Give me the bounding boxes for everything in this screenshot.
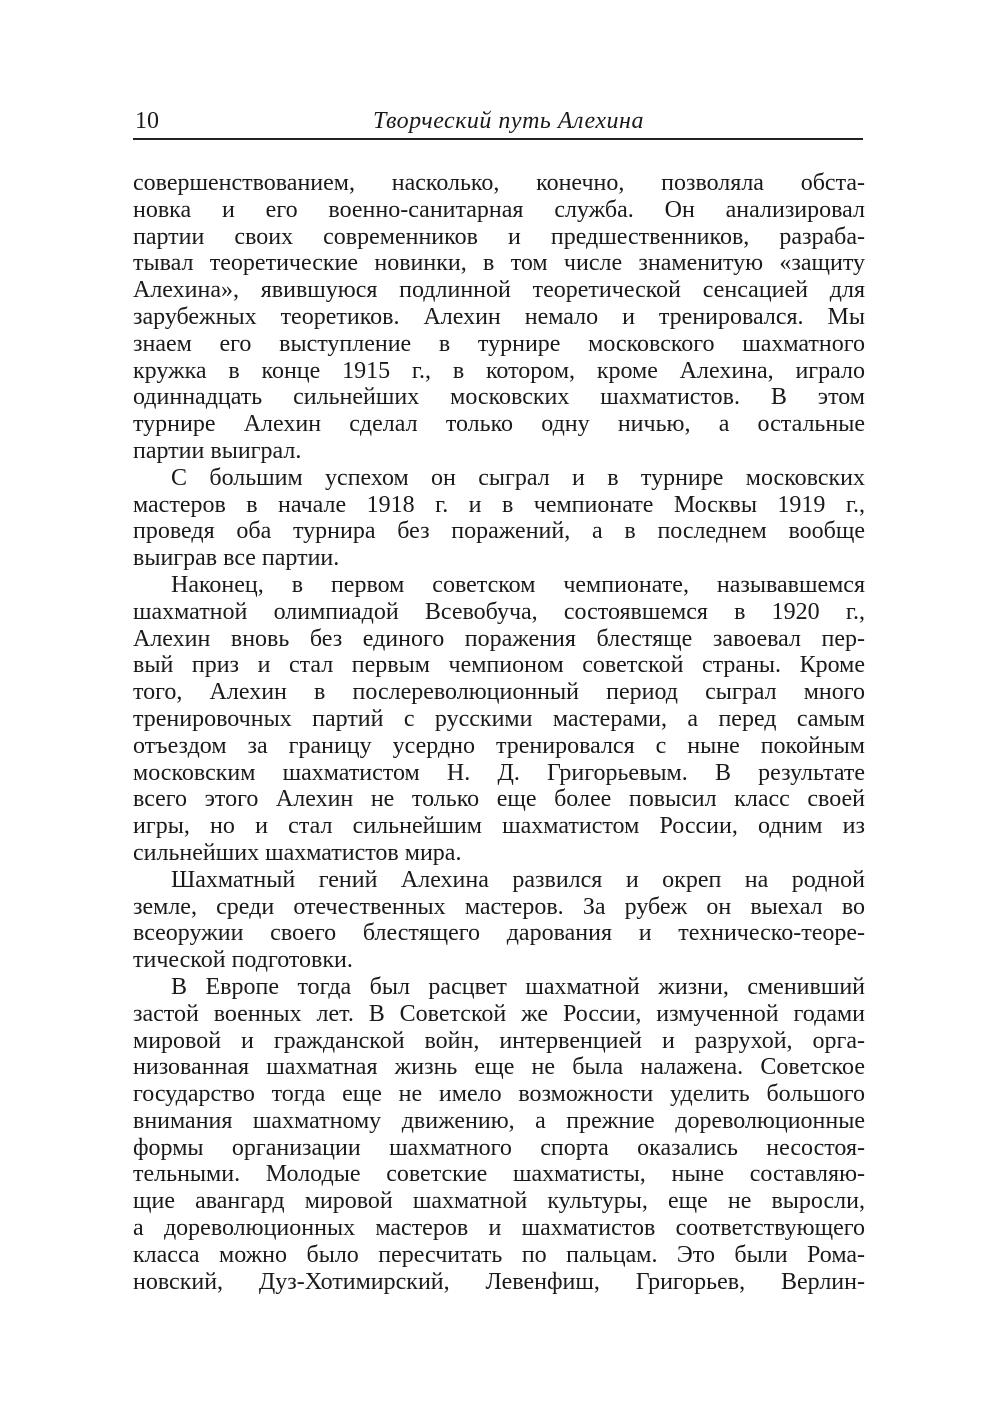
text-line: Алехин вновь без единого поражения блестяще завоевал пер- — [133, 625, 865, 652]
paragraph — [133, 867, 865, 974]
paragraph — [133, 974, 865, 1296]
text-line: всеоружии своего блестящего дарования и техническо-теоре- — [133, 920, 865, 947]
text-line: знаем его выступление в турнире московского шахматного — [133, 330, 865, 357]
text-line: тренировочных партий с русскими мастерами, а перед самым — [133, 705, 865, 732]
text-line: вый приз и стал первым чемпионом советской страны. Кроме — [133, 652, 865, 679]
text-line: партии своих современников и предшественников, разраба- — [133, 223, 865, 250]
text-line: всего этого Алехин не только еще более повысил класс своей — [133, 786, 865, 813]
text-line: государство тогда еще не имело возможности уделить большого — [133, 1081, 865, 1108]
text-line: новский, Дуз-Хотимирский, Левенфиш, Григорьев, Верлин- — [133, 1268, 865, 1295]
text-line: класса можно было пересчитать по пальцам. Это были Рома- — [133, 1241, 865, 1268]
text-line: московским шахматистом Н. Д. Григорьевым. В результате — [133, 759, 865, 786]
text-line: шахматной олимпиадой Всевобуча, состоявшемся в 1920 г., — [133, 598, 865, 625]
text-line: В Европе тогда был расцвет шахматной жизни, сменивший — [171, 973, 865, 1000]
text-line: сильнейших шахматистов мира. — [133, 839, 462, 866]
text-line: щие авангард мировой шахматной культуры, еще не выросли, — [133, 1188, 865, 1215]
page-number: 10 — [135, 108, 159, 134]
text-line: проведя оба турнира без поражений, а в последнем вообще — [133, 518, 865, 545]
text-line: Наконец, в первом советском чемпионате, называвшемся — [171, 571, 865, 598]
paragraph — [133, 572, 865, 867]
paragraph — [133, 465, 865, 572]
running-header — [133, 100, 863, 140]
text-line: земле, среди отечественных мастеров. За рубеж он выехал во — [133, 893, 865, 920]
text-line: формы организации шахматного спорта оказались несостоя- — [133, 1134, 865, 1161]
body-text — [133, 170, 865, 1295]
text-line: зарубежных теоретиков. Алехин немало и тренировался. Мы — [133, 303, 865, 330]
text-line: того, Алехин в послереволюционный период сыграл много — [133, 679, 865, 706]
running-title: Творческий путь Алехина — [373, 108, 644, 134]
text-line: одиннадцать сильнейших московских шахматистов. В этом — [133, 384, 865, 411]
text-line: низованная шахматная жизнь еще не была налажена. Советское — [133, 1054, 865, 1081]
text-line: тывал теоретические новинки, в том числе знаменитую «защиту — [133, 250, 865, 277]
paragraph — [133, 170, 865, 465]
text-line: выиграв все партии. — [133, 545, 340, 572]
text-line: мировой и гражданской войн, интервенцией и разрухой, орга- — [133, 1027, 865, 1054]
text-line: новка и его военно-санитарная служба. Он анализировал — [133, 196, 865, 223]
text-line: турнире Алехин сделал только одну ничью, а остальные — [133, 411, 865, 438]
text-line: С большим успехом он сыграл и в турнире московских — [171, 464, 865, 491]
text-line: кружка в конце 1915 г., в котором, кроме Алехина, играло — [133, 357, 865, 384]
text-line: внимания шахматному движению, а прежние дореволюционные — [133, 1107, 865, 1134]
text-line: застой военных лет. В Советской же России, измученной годами — [133, 1000, 865, 1027]
text-line: Алехина», явившуюся подлинной теоретической сенсацией для — [133, 277, 865, 304]
text-line: отъездом за границу усердно тренировался с ныне покойным — [133, 732, 865, 759]
text-line: Шахматный гений Алехина развился и окреп на родной — [171, 866, 865, 893]
text-line: тельными. Молодые советские шахматисты, ныне составляю- — [133, 1161, 865, 1188]
text-line: мастеров в начале 1918 г. и в чемпионате Москвы 1919 г., — [133, 491, 865, 518]
text-line: а дореволюционных мастеров и шахматистов соответствующего — [133, 1215, 865, 1242]
header-rule — [133, 138, 863, 140]
text-line: игры, но и стал сильнейшим шахматистом России, одним из — [133, 813, 865, 840]
text-line: тической подготовки. — [133, 947, 353, 974]
text-line: партии выиграл. — [133, 437, 302, 464]
text-line: совершенствованием, насколько, конечно, позволяла обста- — [133, 170, 865, 196]
